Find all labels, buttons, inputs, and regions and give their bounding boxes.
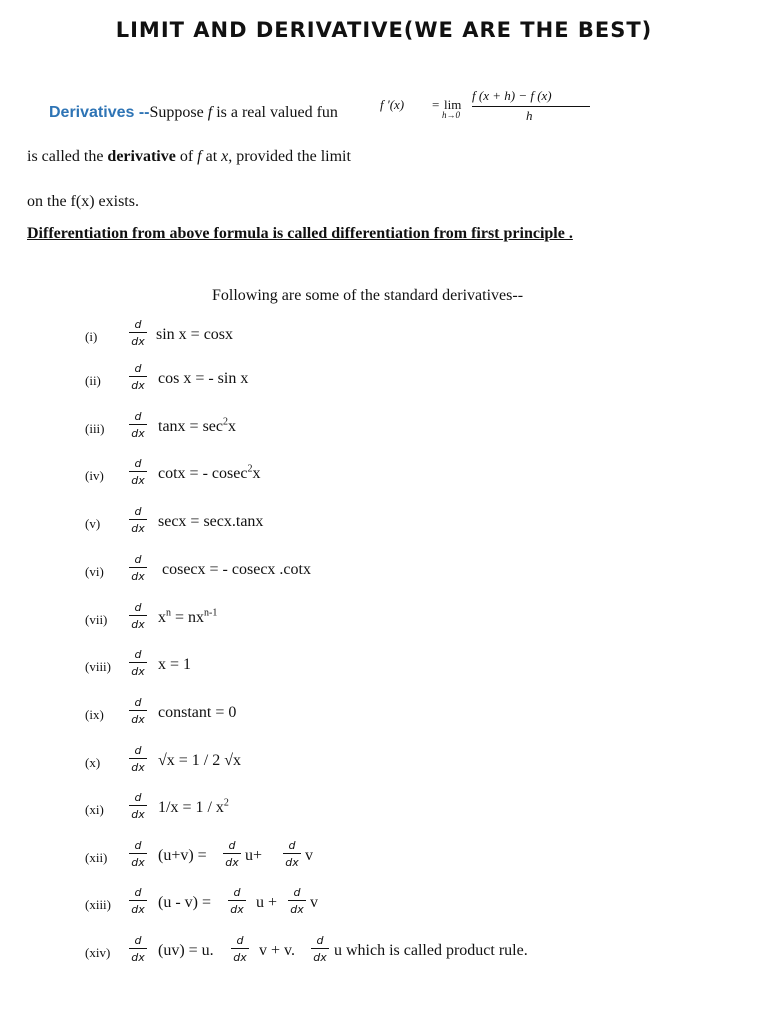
rule-row xyxy=(0,316,768,356)
rule-row xyxy=(0,932,768,972)
rule-number: (xi) xyxy=(85,802,104,817)
d-dx-operator: d dx xyxy=(230,935,250,963)
d-dx-operator: d dx xyxy=(310,935,330,963)
line2-bold: derivative xyxy=(107,148,176,165)
rule-number: (viii) xyxy=(85,659,111,674)
rule-row xyxy=(0,455,768,495)
rule-number: (ix) xyxy=(85,707,104,722)
d-dx-operator: d dx xyxy=(128,411,148,439)
rule-row xyxy=(0,742,768,782)
rule-number: (v) xyxy=(85,516,101,531)
rule-number: (vi) xyxy=(85,564,104,579)
rule-row xyxy=(0,360,768,400)
page-title: LIMIT AND DERIVATIVE(WE ARE THE BEST) xyxy=(115,18,653,42)
rule-expression-part: v xyxy=(310,894,318,911)
formula-fraction-bar xyxy=(472,106,590,107)
definition-line xyxy=(49,104,338,122)
d-dx-operator: d dx xyxy=(128,458,148,486)
d-dx-operator: d dx xyxy=(128,887,148,915)
d-dx-operator: d dx xyxy=(128,554,148,582)
rule-number: (ii) xyxy=(85,373,101,388)
d-dx-operator: d dx xyxy=(222,840,242,868)
rule-number: (iii) xyxy=(85,421,105,436)
rule-row xyxy=(0,551,768,591)
line2-text-c: at xyxy=(201,148,222,165)
d-dx-operator: d dx xyxy=(128,319,148,347)
rule-expression: sin x = cosx xyxy=(156,326,234,343)
line2-var-f: f xyxy=(197,148,202,165)
rule-expression: x = 1 xyxy=(158,656,192,673)
formula-lim: lim xyxy=(444,97,462,112)
definition-heading: Derivatives -- xyxy=(49,104,150,121)
definition-line-3: on the f(x) exists. xyxy=(27,193,139,210)
rule-number: (vii) xyxy=(85,612,108,627)
rule-row xyxy=(0,884,768,924)
rule-expression: cosecx = - cosecx .cotx xyxy=(162,561,311,578)
rule-row xyxy=(0,408,768,448)
d-dx-operator: d dx xyxy=(287,887,307,915)
rule-expression: cos x = - sin x xyxy=(158,370,249,387)
rule-number: (iv) xyxy=(85,468,104,483)
definition-text-a: Suppose xyxy=(149,104,208,121)
rule-number: (xiii) xyxy=(85,897,111,912)
definition-line-2 xyxy=(27,148,351,166)
rule-row xyxy=(0,789,768,829)
d-dx-operator: d dx xyxy=(128,697,148,725)
rule-expression-part: u + xyxy=(256,894,278,911)
d-dx-operator: d dx xyxy=(128,602,148,630)
first-principle-note: Differentiation from above formula is called differentiation from first principle . xyxy=(27,225,573,242)
rule-expression-part: u which is called product rule. xyxy=(334,942,528,959)
rule-number: (i) xyxy=(85,329,98,344)
rule-expression: secx = secx.tanx xyxy=(158,513,264,530)
rule-row xyxy=(0,503,768,543)
formula-denominator: h xyxy=(526,108,533,123)
rule-row xyxy=(0,646,768,686)
rule-expression: (uv) = u. xyxy=(158,942,214,959)
rule-row xyxy=(0,599,768,639)
formula-equals: = xyxy=(432,97,440,112)
d-dx-operator: d dx xyxy=(128,935,148,963)
line2-var-x: x xyxy=(221,148,229,165)
d-dx-operator: d dx xyxy=(128,506,148,534)
d-dx-operator: d dx xyxy=(128,363,148,391)
rule-expression: cotx = - cosec$^2$x xyxy=(158,463,261,482)
line2-text-d: , provided the limit xyxy=(228,148,351,165)
rule-expression: $x^n = nx^{n-1}$ xyxy=(158,607,218,626)
d-dx-operator: d dx xyxy=(227,887,247,915)
d-dx-operator: d dx xyxy=(128,745,148,773)
rule-number: (xiv) xyxy=(85,945,111,960)
rule-expression: (u+v) = xyxy=(158,847,207,864)
formula-lim-subscript: h→0 xyxy=(442,110,460,120)
d-dx-operator: d dx xyxy=(128,840,148,868)
definition-text-b: is a real valued fun xyxy=(212,104,338,121)
rule-number: (xii) xyxy=(85,850,108,865)
rule-expression-part: v xyxy=(305,847,313,864)
rule-expression: constant = 0 xyxy=(158,704,237,721)
standard-derivatives-heading: Following are some of the standard derivatives-- xyxy=(212,287,524,304)
rule-expression: (u - v) = xyxy=(158,894,212,911)
rule-expression: $1/x = 1 / x^2$ xyxy=(158,797,229,816)
line2-text-a: is called the xyxy=(27,148,108,165)
rule-row xyxy=(0,837,768,877)
formula-numerator: f (x + h) − f (x) xyxy=(472,88,552,103)
rule-number: (x) xyxy=(85,755,101,770)
rule-row xyxy=(0,694,768,734)
rule-expression: $\tan x = \sec^2x$ xyxy=(158,416,236,435)
formula-lhs: f ′(x) xyxy=(380,97,405,112)
definition-var-f: f xyxy=(207,104,213,121)
rule-expression-part: v + v. xyxy=(259,942,295,959)
d-dx-operator: d dx xyxy=(128,649,148,677)
d-dx-operator: d dx xyxy=(128,792,148,820)
d-dx-operator: d dx xyxy=(282,840,302,868)
line2-text-b: of xyxy=(175,148,198,165)
rule-expression-part: u+ xyxy=(245,847,263,864)
rule-expression: √x = 1 / 2 √x xyxy=(158,752,242,769)
